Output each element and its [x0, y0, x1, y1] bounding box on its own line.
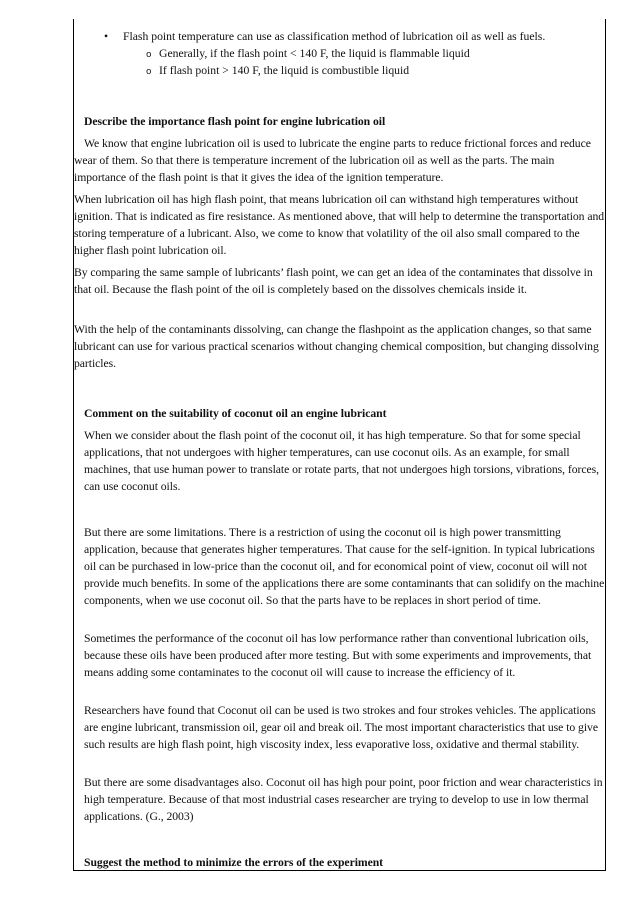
paragraph: By comparing the same sample of lubricants’ flash point, we can get an idea of the contaminates that dissolve in that oil. Because the flash point of the oil is completely based on the dissolves chemicals inside it.	[74, 266, 593, 296]
section-heading: Describe the importance flash point for engine lubrication oil	[84, 115, 386, 128]
section-heading: Comment on the suitability of coconut oil an engine lubricant	[84, 407, 387, 420]
section-heading: Suggest the method to minimize the errors of the experiment	[84, 856, 384, 869]
page-frame	[73, 19, 606, 871]
paragraph: Sometimes the performance of the coconut oil has low performance rather than conventional lubrication oils, because these oils have been produced after more testing. But with some experiments and improvements, that means adding some contaminates to the coconut oil will cause to increase the efficiency of it.	[84, 632, 592, 679]
sub-bullet-item	[146, 46, 470, 63]
sub-bullet-text: Generally, if the flash point < 140 F, the liquid is flammable liquid	[159, 47, 470, 60]
paragraph: But there are some limitations. There is a restriction of using the coconut oil is high power transmitting application, because that generates higher temperatures. That cause for the self-ignition. In typical lubrications oil can be purchased in low-price than the coconut oil, and for economical point of view, coconut oil will not provide much benefits. In some of the applications there are some contaminants that can solidify on the machine components, when we use coconut oil. So that the parts have to be replaces in short period of time.	[84, 526, 605, 607]
sub-bullet-marker: o	[146, 50, 152, 60]
bullet-item	[104, 29, 545, 45]
sub-bullet-text: If flash point > 140 F, the liquid is combustible liquid	[159, 64, 410, 77]
sub-bullet-marker: o	[146, 67, 152, 77]
paragraph: We know that engine lubrication oil is used to lubricate the engine parts to reduce frictional forces and reduce wear of them. So that there is temperature increment of the lubrication oil as well as the parts. The main importance of the flash point is that it gives the idea of the ignition temperature.	[74, 137, 591, 184]
bullet-text: Flash point temperature can use as classification method of lubrication oil as well as fuels.	[123, 30, 546, 43]
paragraph: Researchers have found that Coconut oil can be used is two strokes and four strokes vehicles. The applications are engine lubricant, transmission oil, gear oil and break oil. The most important characteristics that use to give such results are high flash point, high viscosity index, less evaporative loss, oxidative and thermal stability.	[84, 704, 598, 751]
paragraph: But there are some disadvantages also. Coconut oil has high pour point, poor friction and wear characteristics in high temperature. Because of that most industrial cases researcher are trying to develop to use in low thermal applications. (G., 2003)	[84, 776, 603, 823]
sub-bullet-item	[146, 63, 409, 80]
paragraph: When lubrication oil has high flash point, that means lubrication oil can withstand high temperatures without ignition. That is indicated as fire resistance. As mentioned above, that will help to determine the transportation and storing temperature of a lubricant. Also, we come to know that volatility of the oil also small compared to the higher flash point lubrication oil.	[74, 193, 605, 257]
bullet-marker: •	[104, 30, 109, 43]
paragraph: With the help of the contaminants dissolving, can change the flashpoint as the application changes, so that same lubricant can use for various practical scenarios without changing chemical composition, but changing dissolving particles.	[74, 323, 599, 370]
paragraph: When we consider about the flash point of the coconut oil, it has high temperature. So that for some special applications, that not undergoes with higher temperatures, can use coconut oils. As an example, for small machines, that use human power to translate or rotate parts, that not undergoes high torsions, vibrations, forces, can use coconut oils.	[84, 429, 600, 493]
